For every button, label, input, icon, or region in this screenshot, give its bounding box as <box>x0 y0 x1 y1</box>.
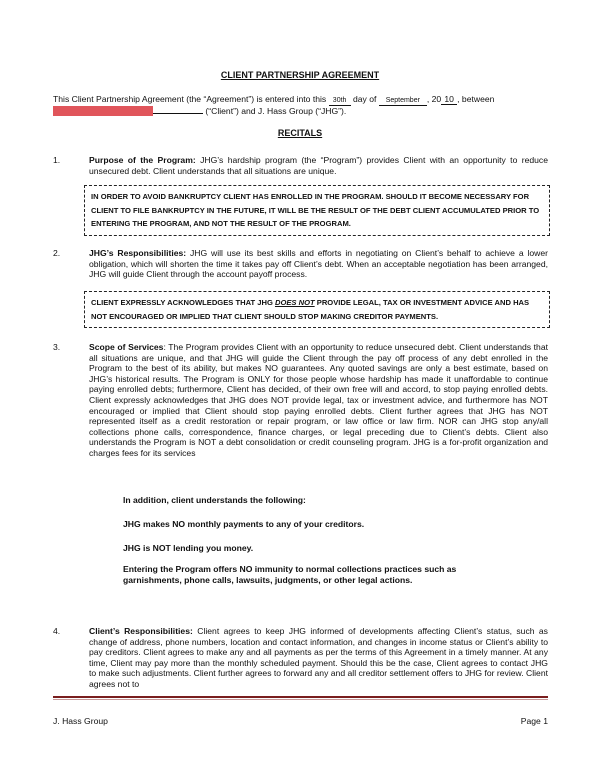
intro-text-a: This Client Partnership Agreement (the “Agreement”) is entered into this <box>53 94 327 104</box>
section-2-paragraph <box>89 248 548 280</box>
section-4-number: 4. <box>53 626 61 636</box>
footer-rule <box>53 696 548 698</box>
document-title: CLIENT PARTNERSHIP AGREEMENT <box>220 70 380 80</box>
section-2-notice-box <box>84 291 550 328</box>
section-4-paragraph <box>89 626 548 694</box>
intro-text-e: (“Client”) and J. Hass Group (“JHG”). <box>205 106 347 116</box>
footer-company: J. Hass Group <box>53 716 108 726</box>
section-2-box-emphasis: DOES NOT <box>274 298 315 307</box>
intro-paragraph <box>53 94 553 117</box>
intro-text-c: , 20 <box>426 94 442 104</box>
section-1-heading: Purpose of the Program: <box>89 155 196 165</box>
section-2-number: 2. <box>53 248 61 258</box>
section-3-body: : The Program provides Client with an opportunity to reduce unsecured debt. Client understands that all situations are unique, and that JHG will guide the Client through the pay off process of any debt enrolled in the Program to the best of its ability, but makes NO guarantees. Any quoted savings are only a best estimate, based on JHG’s historical results. The Program is ONLY for those people whose hardship has made it unaffordable to continue paying enrolled debts; furthermore, Client has decided, of their own free will and accord, to stop paying enrolled debts. Client expressly acknowledges that JHG does NOT provide legal, tax or investment advice, and furthermore has NOT encouraged or implied that Client should stop paying enrolled debts. Client further agrees that JHG has NOT represented itself as a credit restoration or repair program, or law office or law firm. NOR can JHG stop any/all collections phone calls, correspondence, finance charges, or legal preceding due to Client’s debts. Client also understands the Program is NOT a debt consolidation or credit counseling program. JHG is a for-profit organization and charges fees for its services <box>89 342 548 458</box>
month-field: September <box>379 96 427 106</box>
footer-rule-secondary <box>53 699 548 700</box>
day-field: 30th <box>329 96 351 106</box>
section-4-body: Client agrees to keep JHG informed of developments affecting Client’s status, such as change of address, phone numbers, location and contact information, and changes in income status or Client’s ability to pay creditors. Client agrees to make any and all payments as per the terms of this Agreement in a timely manner. At any time, Client may pay more than the monthly scheduled payment. Should this be the case, Client agrees to contact JHG to make such adjustments. Client further agrees to forward any and all creditor settlement offers to JHG for review. Client agrees not to <box>89 626 548 689</box>
section-2-heading: JHG’s Responsibilities: <box>89 248 187 258</box>
understanding-no-payments: JHG makes NO monthly payments to any of your creditors. <box>123 519 365 529</box>
section-2-box-text-b: PROVIDE LEGAL, TAX OR INVESTMENT ADVICE AND HAS NOT ENCOURAGED OR IMPLIED THAT CLIENT SHOULD STOP MAKING CREDITOR PAYMENTS. <box>91 298 530 321</box>
section-3-heading: Scope of Services <box>89 342 164 352</box>
section-3-paragraph <box>89 342 548 459</box>
section-1-number: 1. <box>53 155 61 165</box>
section-1-paragraph <box>89 155 548 176</box>
section-2-body: JHG will use its best skills and efforts in negotiating on Client’s behalf to achieve a lower obligation, which will shorten the time it takes pay off Client’s debt. When an acceptable negotiation has been arranged, JHG will guide Client through the account payoff process. <box>89 248 548 280</box>
year-field: 10 <box>441 95 457 105</box>
footer-page-number: Page 1 <box>520 716 548 726</box>
section-1-body: JHG’s hardship program (the “Program”) provides Client with an opportunity to reduce unsecured debt. Client understands that all situations are unique. <box>89 155 549 176</box>
understanding-not-lending: JHG is NOT lending you money. <box>123 543 254 553</box>
understanding-intro: In addition, client understands the following: <box>123 495 306 505</box>
understanding-no-immunity: Entering the Program offers NO immunity to normal collections practices such as garnishments, phone calls, lawsuits, judgments, or other legal actions. <box>123 564 457 585</box>
client-name-redaction <box>53 106 153 116</box>
intro-text-d: , between <box>457 94 495 104</box>
section-2-box-text-a: CLIENT EXPRESSLY ACKNOWLEDGES THAT JHG <box>91 298 275 307</box>
intro-text-b: day of <box>353 94 377 104</box>
section-1-notice-box: IN ORDER TO AVOID BANKRUPTCY CLIENT HAS ENROLLED IN THE PROGRAM. SHOULD IT BECOME NECESSARY FOR CLIENT TO FILE BANKRUPTCY IN THE FUTURE, IT WILL BE THE RESULT OF THE DEBT CLIENT ACCUMULATED PRIOR TO ENTERING THE PROGRAM, AND NOT THE RESULT OF THE PROGRAM. <box>84 185 550 236</box>
section-4-heading: Client’s Responsibilities: <box>89 626 193 636</box>
client-name-line <box>153 113 203 114</box>
recitals-heading: RECITALS <box>277 128 323 138</box>
section-3-number: 3. <box>53 342 61 352</box>
